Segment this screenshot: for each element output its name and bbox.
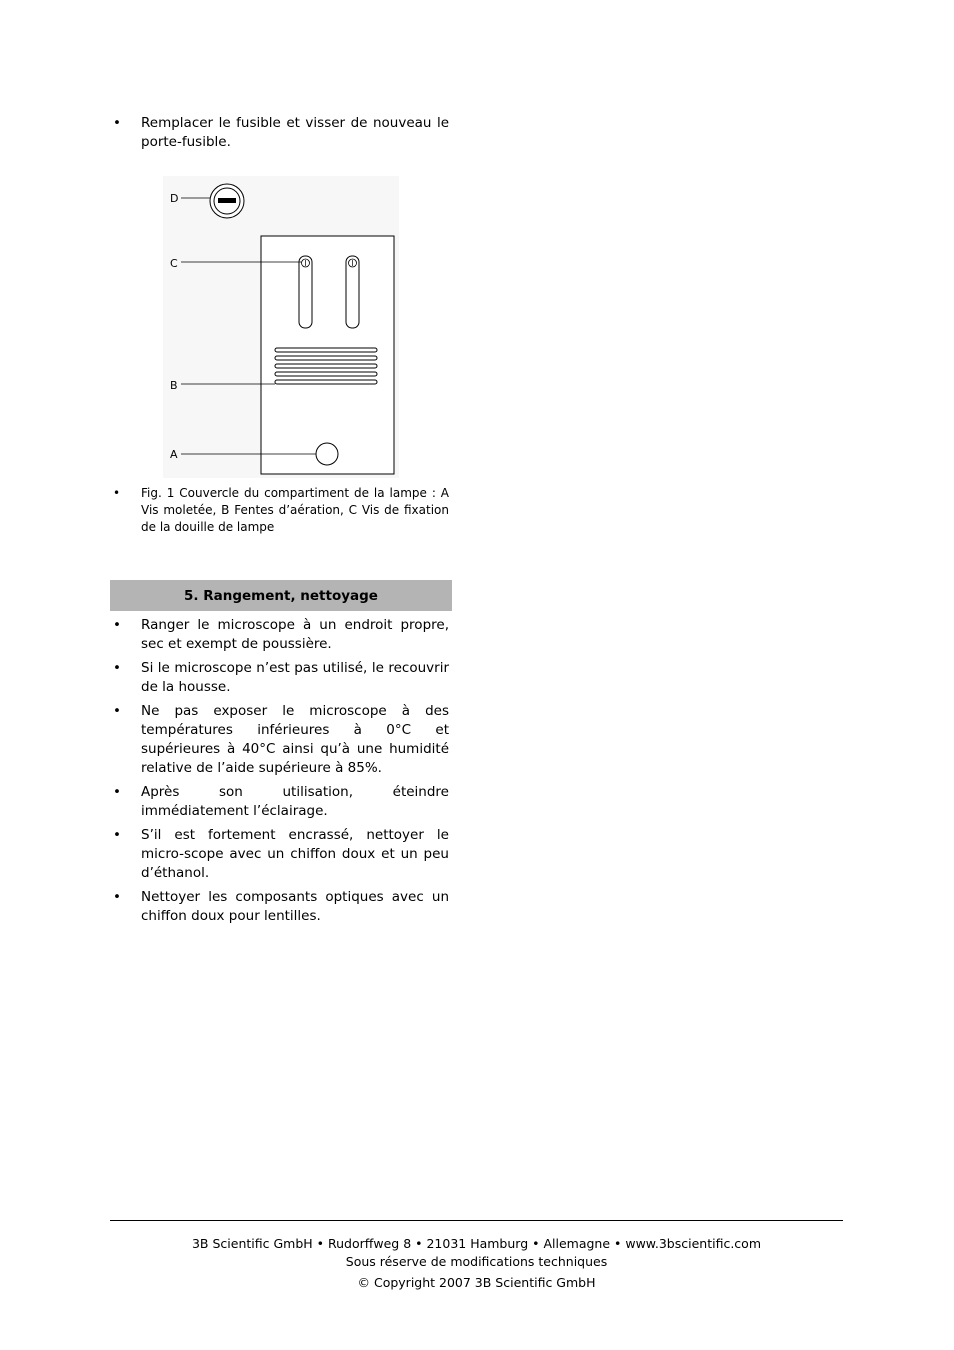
bullet-icon: • (113, 617, 121, 633)
thumb-screw-icon (316, 443, 338, 465)
footer-copyright: © Copyright 2007 3B Scientific GmbH (357, 1275, 596, 1290)
bullet-icon: • (113, 827, 121, 843)
footer-address: 3B Scientific GmbH • Rudorffweg 8 • 21031 Hamburg • Allemagne • www.3bscientific.com (191, 1236, 762, 1251)
bullet-icon: • (113, 115, 121, 131)
caption-text: Fig. 1 Couvercle du compartiment de la lampe : A Vis moletée, B Fentes d’aération, C Vis de fixation de la douille de lampe (141, 486, 449, 534)
list-item (110, 659, 452, 697)
list-item (110, 783, 452, 821)
list-item-text: Ranger le microscope à un endroit propre, sec et exempt de poussière. (141, 617, 449, 652)
label-c: C (170, 257, 178, 270)
fuse-holder-icon (210, 184, 244, 218)
lamp-cover-figure (163, 176, 399, 478)
list-item (110, 114, 452, 152)
list-item-text: S’il est fortement encrassé, nettoyer le micro-scope avec un chiffon doux et un peu d’éthanol. (141, 827, 449, 881)
footer-disclaimer: Sous réserve de modifications techniques (345, 1253, 608, 1269)
list-item-text: Si le microscope n’est pas utilisé, le recouvrir de la housse. (141, 660, 449, 695)
list-item (110, 702, 452, 778)
bullet-icon: • (113, 889, 121, 905)
list-item-text: Nettoyer les composants optiques avec un chiffon doux pour lentilles. (141, 889, 449, 924)
page-footer (110, 1235, 843, 1292)
list-item-text: Remplacer le fusible et visser de nouveau le porte-fusible. (141, 115, 449, 150)
figure-caption (110, 485, 452, 541)
bullet-icon: • (113, 660, 121, 676)
cover-plate (261, 236, 394, 474)
list-item-text: Ne pas exposer le microscope à des températures inférieures à 0°C et supérieures à 40°C ainsi qu’à une humidité relative de l’aide supérieure à 85%. (141, 703, 449, 776)
list-item (110, 888, 452, 926)
list-item (110, 485, 452, 536)
footer-divider (110, 1220, 843, 1221)
list-item-text: Après son utilisation, éteindre immédiatement l’éclairage. (141, 784, 449, 819)
label-a: A (170, 448, 178, 461)
bullet-icon: • (113, 703, 121, 719)
bullet-icon: • (113, 486, 121, 500)
list-item (110, 826, 452, 883)
storage-cleaning-list (110, 616, 452, 931)
section-heading: 5. Rangement, nettoyage (110, 580, 452, 611)
list-item (110, 616, 452, 654)
label-d: D (170, 192, 179, 205)
top-instruction (110, 114, 452, 157)
bullet-icon: • (113, 784, 121, 800)
label-b: B (170, 379, 178, 392)
